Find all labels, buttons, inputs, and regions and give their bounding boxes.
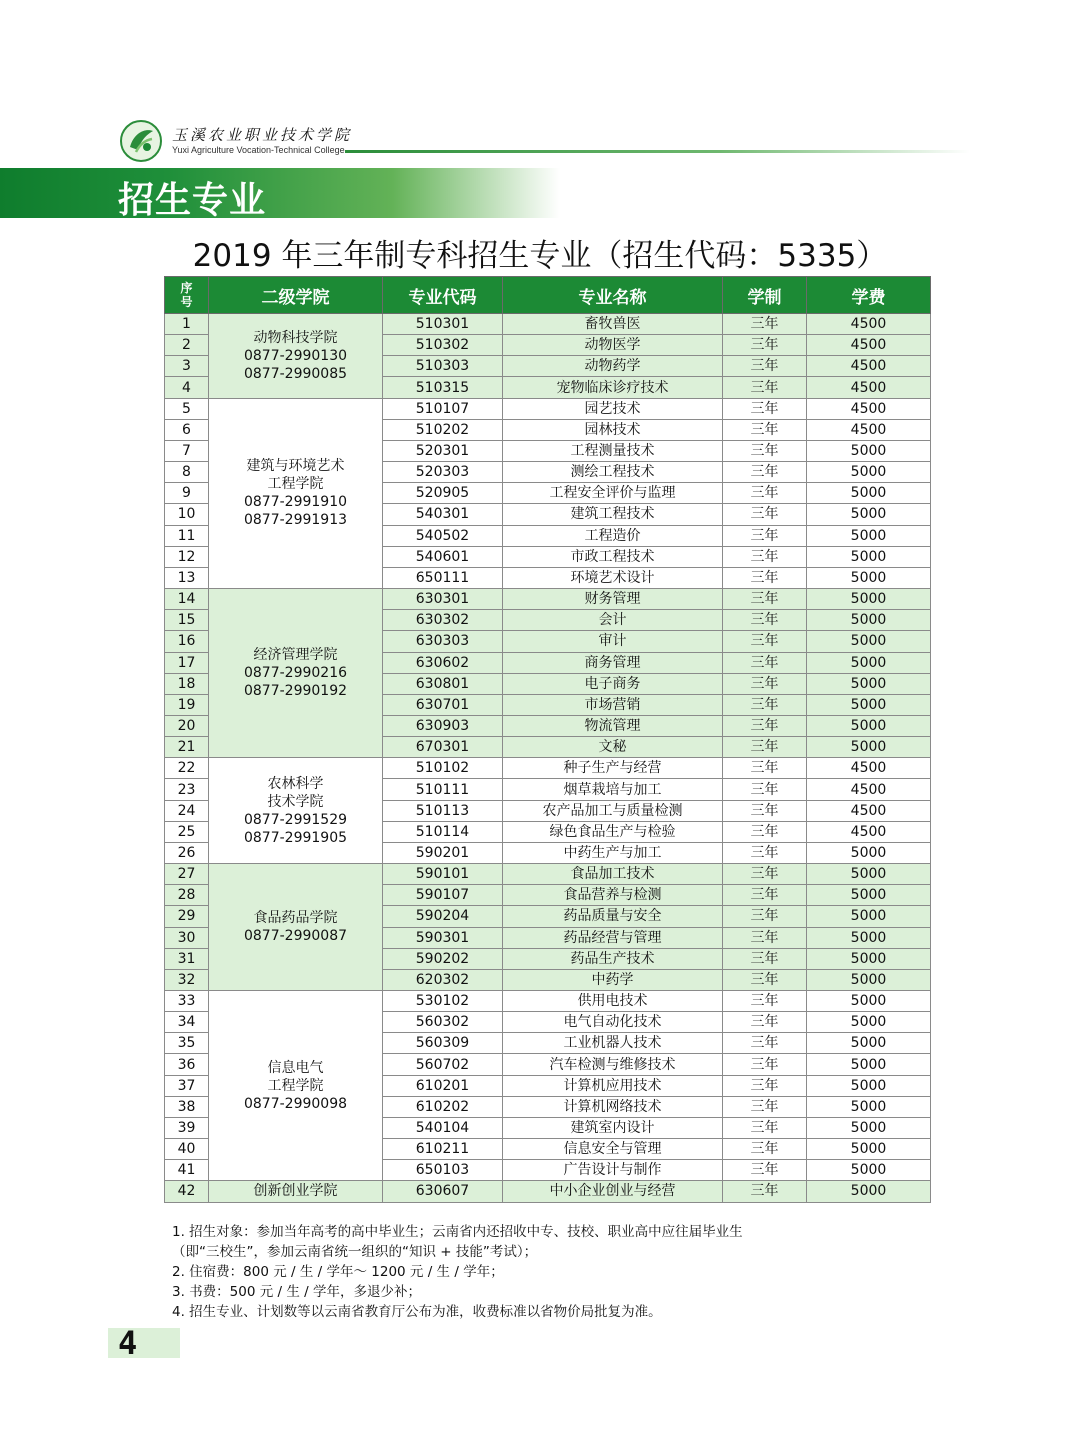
cell-major-name: 食品营养与检测 <box>503 885 723 906</box>
cell-major-name: 园艺技术 <box>503 398 723 419</box>
cell-major-code: 630302 <box>383 610 503 631</box>
cell-tuition: 5000 <box>807 483 931 504</box>
college-line: 0877-2991529 <box>243 811 348 828</box>
cell-tuition: 5000 <box>807 589 931 610</box>
cell-major-name: 审计 <box>503 631 723 652</box>
note-line: 1. 招生对象：参加当年高考的高中毕业生；云南省内还招收中专、技校、职业高中应往届毕业生 <box>172 1224 743 1240</box>
cell-major-name: 计算机网络技术 <box>503 1096 723 1117</box>
cell-seq: 26 <box>165 842 209 863</box>
college-line: 0877-2990130 <box>243 347 348 364</box>
cell-seq: 35 <box>165 1033 209 1054</box>
cell-seq: 33 <box>165 991 209 1012</box>
cell-major-name: 广告设计与制作 <box>503 1160 723 1181</box>
college-line: 0877-2990216 <box>243 665 348 682</box>
cell-seq: 11 <box>165 525 209 546</box>
cell-major-code: 560702 <box>383 1054 503 1075</box>
college-name-en: Yuxi Agriculture Vocation-Technical College <box>172 145 345 155</box>
college-line: 创新创业学院 <box>253 1183 338 1200</box>
cell-seq: 40 <box>165 1139 209 1160</box>
cell-major-code: 510107 <box>383 398 503 419</box>
cell-major-name: 工程造价 <box>503 525 723 546</box>
cell-duration: 三年 <box>723 991 807 1012</box>
cell-duration: 三年 <box>723 483 807 504</box>
section-banner <box>0 168 560 218</box>
table-row <box>165 314 931 335</box>
cell-seq: 27 <box>165 864 209 885</box>
cell-major-name: 供用电技术 <box>503 991 723 1012</box>
note-line: 4. 招生专业、计划数等以云南省教育厅公布为准，收费标准以省物价局批复为准。 <box>172 1304 662 1320</box>
cell-duration: 三年 <box>723 673 807 694</box>
cell-major-name: 宠物临床诊疗技术 <box>503 377 723 398</box>
cell-tuition: 5000 <box>807 631 931 652</box>
cell-major-code: 590101 <box>383 864 503 885</box>
cell-major-name: 农产品加工与质量检测 <box>503 800 723 821</box>
note-line: 2. 住宿费：800 元 / 生 / 学年～ 1200 元 / 生 / 学年； <box>172 1264 504 1280</box>
cell-college <box>209 864 383 991</box>
header-tuition: 学费 <box>807 277 931 314</box>
section-title: 招生专业 <box>118 180 267 221</box>
cell-major-code: 610201 <box>383 1075 503 1096</box>
cell-major-code: 520301 <box>383 440 503 461</box>
cell-tuition: 4500 <box>807 314 931 335</box>
cell-major-code: 540301 <box>383 504 503 525</box>
cell-duration: 三年 <box>723 419 807 440</box>
cell-major-code: 560302 <box>383 1012 503 1033</box>
cell-major-name: 市政工程技术 <box>503 546 723 567</box>
cell-tuition: 4500 <box>807 758 931 779</box>
cell-major-code: 510111 <box>383 779 503 800</box>
cell-major-code: 630701 <box>383 694 503 715</box>
header-college: 二级学院 <box>209 277 383 314</box>
cell-tuition: 4500 <box>807 419 931 440</box>
cell-duration: 三年 <box>723 356 807 377</box>
cell-major-code: 540104 <box>383 1117 503 1138</box>
cell-major-name: 电子商务 <box>503 673 723 694</box>
cell-major-name: 工业机器人技术 <box>503 1033 723 1054</box>
cell-seq: 23 <box>165 779 209 800</box>
cell-seq: 3 <box>165 356 209 377</box>
table-header-row <box>165 277 931 314</box>
cell-seq: 2 <box>165 335 209 356</box>
cell-major-name: 计算机应用技术 <box>503 1075 723 1096</box>
cell-duration: 三年 <box>723 1075 807 1096</box>
cell-duration: 三年 <box>723 821 807 842</box>
cell-duration: 三年 <box>723 715 807 736</box>
cell-major-code: 510302 <box>383 335 503 356</box>
header-major-name: 专业名称 <box>503 277 723 314</box>
cell-major-code: 630903 <box>383 715 503 736</box>
college-line: 农林科学 <box>267 775 324 792</box>
cell-seq: 8 <box>165 462 209 483</box>
cell-tuition: 5000 <box>807 652 931 673</box>
college-line: 技术学院 <box>267 793 324 810</box>
cell-duration: 三年 <box>723 525 807 546</box>
table-row <box>165 864 931 885</box>
cell-college <box>209 314 383 399</box>
cell-tuition: 5000 <box>807 525 931 546</box>
cell-major-code: 630602 <box>383 652 503 673</box>
cell-major-code: 650103 <box>383 1160 503 1181</box>
cell-tuition: 5000 <box>807 546 931 567</box>
cell-major-name: 中药学 <box>503 969 723 990</box>
cell-duration: 三年 <box>723 631 807 652</box>
note-line: （即“三校生”，参加云南省统一组织的“知识 + 技能”考试）； <box>172 1244 538 1260</box>
cell-tuition: 5000 <box>807 842 931 863</box>
cell-major-code: 630607 <box>383 1181 503 1202</box>
cell-tuition: 5000 <box>807 906 931 927</box>
cell-major-code: 510102 <box>383 758 503 779</box>
cell-major-name: 中药生产与加工 <box>503 842 723 863</box>
cell-duration: 三年 <box>723 610 807 631</box>
cell-major-code: 630801 <box>383 673 503 694</box>
cell-major-code: 540502 <box>383 525 503 546</box>
cell-duration: 三年 <box>723 335 807 356</box>
cell-major-name: 种子生产与经营 <box>503 758 723 779</box>
college-line: 0877-2990085 <box>243 365 348 382</box>
cell-seq: 17 <box>165 652 209 673</box>
cell-major-name: 会计 <box>503 610 723 631</box>
page-number: 4 <box>118 1324 138 1362</box>
cell-major-code: 560309 <box>383 1033 503 1054</box>
cell-tuition: 5000 <box>807 504 931 525</box>
cell-seq: 24 <box>165 800 209 821</box>
cell-major-code: 670301 <box>383 737 503 758</box>
cell-tuition: 5000 <box>807 715 931 736</box>
cell-duration: 三年 <box>723 314 807 335</box>
cell-major-name: 文秘 <box>503 737 723 758</box>
cell-seq: 5 <box>165 398 209 419</box>
college-line: 工程学院 <box>267 1077 324 1094</box>
college-line: 0877-2990087 <box>243 928 348 945</box>
cell-major-code: 540601 <box>383 546 503 567</box>
cell-tuition: 5000 <box>807 694 931 715</box>
cell-tuition: 5000 <box>807 1096 931 1117</box>
college-line: 0877-2991913 <box>243 512 348 529</box>
cell-major-code: 630301 <box>383 589 503 610</box>
college-logo-icon <box>120 120 162 162</box>
cell-duration: 三年 <box>723 1160 807 1181</box>
table-row <box>165 589 931 610</box>
cell-duration: 三年 <box>723 440 807 461</box>
cell-major-name: 商务管理 <box>503 652 723 673</box>
cell-duration: 三年 <box>723 737 807 758</box>
college-line: 0877-2990192 <box>243 683 348 700</box>
cell-major-name: 畜牧兽医 <box>503 314 723 335</box>
cell-tuition: 4500 <box>807 398 931 419</box>
cell-seq: 36 <box>165 1054 209 1075</box>
cell-seq: 42 <box>165 1181 209 1202</box>
college-line: 0877-2991905 <box>243 829 348 846</box>
college-line: 0877-2990098 <box>243 1095 348 1112</box>
notes <box>172 1222 932 1322</box>
cell-tuition: 5000 <box>807 1139 931 1160</box>
table-row <box>165 398 931 419</box>
college-name-cn: 玉溪农业职业技术学院 <box>172 126 353 144</box>
cell-major-name: 园林技术 <box>503 419 723 440</box>
cell-seq: 41 <box>165 1160 209 1181</box>
cell-major-code: 630303 <box>383 631 503 652</box>
table-body <box>165 314 931 1203</box>
cell-tuition: 5000 <box>807 440 931 461</box>
cell-tuition: 4500 <box>807 335 931 356</box>
cell-major-name: 食品加工技术 <box>503 864 723 885</box>
cell-major-code: 610202 <box>383 1096 503 1117</box>
cell-duration: 三年 <box>723 1054 807 1075</box>
cell-major-name: 建筑室内设计 <box>503 1117 723 1138</box>
college-line: 工程学院 <box>267 476 324 493</box>
cell-tuition: 5000 <box>807 991 931 1012</box>
cell-seq: 29 <box>165 906 209 927</box>
cell-tuition: 5000 <box>807 462 931 483</box>
cell-duration: 三年 <box>723 779 807 800</box>
header-major-code: 专业代码 <box>383 277 503 314</box>
cell-tuition: 5000 <box>807 1075 931 1096</box>
cell-tuition: 4500 <box>807 779 931 800</box>
table-row <box>165 991 931 1012</box>
cell-tuition: 4500 <box>807 377 931 398</box>
cell-major-code: 620302 <box>383 969 503 990</box>
cell-major-name: 财务管理 <box>503 589 723 610</box>
college-line: 0877-2991910 <box>243 494 348 511</box>
cell-seq: 21 <box>165 737 209 758</box>
header-divider <box>345 150 970 153</box>
cell-tuition: 4500 <box>807 356 931 377</box>
cell-major-name: 工程安全评价与监理 <box>503 483 723 504</box>
cell-duration: 三年 <box>723 652 807 673</box>
cell-major-code: 590202 <box>383 948 503 969</box>
cell-major-code: 520905 <box>383 483 503 504</box>
cell-major-name: 药品质量与安全 <box>503 906 723 927</box>
cell-major-code: 590201 <box>383 842 503 863</box>
cell-major-code: 510303 <box>383 356 503 377</box>
cell-duration: 三年 <box>723 1096 807 1117</box>
cell-duration: 三年 <box>723 906 807 927</box>
cell-tuition: 5000 <box>807 1160 931 1181</box>
cell-duration: 三年 <box>723 398 807 419</box>
header-duration: 学制 <box>723 277 807 314</box>
cell-duration: 三年 <box>723 758 807 779</box>
cell-duration: 三年 <box>723 504 807 525</box>
cell-major-code: 510114 <box>383 821 503 842</box>
cell-major-name: 工程测量技术 <box>503 440 723 461</box>
cell-duration: 三年 <box>723 927 807 948</box>
cell-tuition: 5000 <box>807 969 931 990</box>
cell-duration: 三年 <box>723 377 807 398</box>
cell-major-code: 590301 <box>383 927 503 948</box>
cell-college <box>209 589 383 758</box>
header-seq: 序 号 <box>165 277 209 314</box>
cell-major-code: 530102 <box>383 991 503 1012</box>
cell-tuition: 5000 <box>807 737 931 758</box>
cell-seq: 20 <box>165 715 209 736</box>
cell-seq: 39 <box>165 1117 209 1138</box>
cell-major-name: 动物医学 <box>503 335 723 356</box>
cell-seq: 32 <box>165 969 209 990</box>
cell-seq: 1 <box>165 314 209 335</box>
cell-major-code: 520303 <box>383 462 503 483</box>
cell-tuition: 5000 <box>807 1054 931 1075</box>
cell-seq: 10 <box>165 504 209 525</box>
cell-tuition: 5000 <box>807 567 931 588</box>
cell-college <box>209 398 383 588</box>
college-line: 动物科技学院 <box>253 329 338 346</box>
cell-major-code: 590204 <box>383 906 503 927</box>
college-line: 经济管理学院 <box>253 647 338 664</box>
cell-major-code: 510301 <box>383 314 503 335</box>
cell-seq: 31 <box>165 948 209 969</box>
cell-duration: 三年 <box>723 1139 807 1160</box>
cell-tuition: 5000 <box>807 864 931 885</box>
cell-major-name: 中小企业创业与经营 <box>503 1181 723 1202</box>
cell-duration: 三年 <box>723 969 807 990</box>
cell-college <box>209 1181 383 1202</box>
cell-seq: 25 <box>165 821 209 842</box>
cell-major-name: 绿色食品生产与检验 <box>503 821 723 842</box>
cell-seq: 16 <box>165 631 209 652</box>
cell-major-name: 市场营销 <box>503 694 723 715</box>
cell-seq: 6 <box>165 419 209 440</box>
cell-major-code: 510202 <box>383 419 503 440</box>
cell-tuition: 5000 <box>807 673 931 694</box>
cell-seq: 9 <box>165 483 209 504</box>
cell-seq: 18 <box>165 673 209 694</box>
college-line: 食品药品学院 <box>253 910 338 927</box>
cell-seq: 19 <box>165 694 209 715</box>
cell-duration: 三年 <box>723 842 807 863</box>
cell-tuition: 4500 <box>807 821 931 842</box>
cell-duration: 三年 <box>723 589 807 610</box>
cell-major-code: 590107 <box>383 885 503 906</box>
cell-seq: 13 <box>165 567 209 588</box>
cell-major-name: 测绘工程技术 <box>503 462 723 483</box>
cell-college <box>209 991 383 1181</box>
cell-major-name: 药品生产技术 <box>503 948 723 969</box>
cell-seq: 30 <box>165 927 209 948</box>
majors-table <box>164 276 931 1203</box>
cell-college <box>209 758 383 864</box>
college-line: 信息电气 <box>267 1059 324 1076</box>
cell-seq: 7 <box>165 440 209 461</box>
cell-duration: 三年 <box>723 864 807 885</box>
cell-duration: 三年 <box>723 1117 807 1138</box>
cell-major-code: 650111 <box>383 567 503 588</box>
cell-duration: 三年 <box>723 462 807 483</box>
cell-major-name: 电气自动化技术 <box>503 1012 723 1033</box>
cell-tuition: 5000 <box>807 1181 931 1202</box>
cell-duration: 三年 <box>723 1033 807 1054</box>
cell-duration: 三年 <box>723 800 807 821</box>
cell-seq: 4 <box>165 377 209 398</box>
cell-seq: 14 <box>165 589 209 610</box>
cell-tuition: 4500 <box>807 800 931 821</box>
cell-major-name: 动物药学 <box>503 356 723 377</box>
cell-major-code: 610211 <box>383 1139 503 1160</box>
cell-duration: 三年 <box>723 694 807 715</box>
cell-duration: 三年 <box>723 1181 807 1202</box>
cell-seq: 12 <box>165 546 209 567</box>
cell-seq: 28 <box>165 885 209 906</box>
cell-duration: 三年 <box>723 567 807 588</box>
cell-major-name: 药品经营与管理 <box>503 927 723 948</box>
cell-seq: 34 <box>165 1012 209 1033</box>
cell-tuition: 5000 <box>807 927 931 948</box>
table-row <box>165 758 931 779</box>
cell-major-name: 环境艺术设计 <box>503 567 723 588</box>
cell-seq: 22 <box>165 758 209 779</box>
cell-major-name: 烟草栽培与加工 <box>503 779 723 800</box>
cell-major-code: 510315 <box>383 377 503 398</box>
cell-duration: 三年 <box>723 546 807 567</box>
cell-tuition: 5000 <box>807 948 931 969</box>
cell-major-name: 汽车检测与维修技术 <box>503 1054 723 1075</box>
cell-major-name: 建筑工程技术 <box>503 504 723 525</box>
table-row <box>165 1181 931 1202</box>
cell-seq: 15 <box>165 610 209 631</box>
cell-tuition: 5000 <box>807 610 931 631</box>
cell-tuition: 5000 <box>807 1033 931 1054</box>
cell-duration: 三年 <box>723 948 807 969</box>
cell-tuition: 5000 <box>807 885 931 906</box>
note-line: 3. 书费：500 元 / 生 / 学年，多退少补； <box>172 1284 421 1300</box>
cell-major-name: 物流管理 <box>503 715 723 736</box>
cell-tuition: 5000 <box>807 1117 931 1138</box>
cell-duration: 三年 <box>723 1012 807 1033</box>
cell-seq: 37 <box>165 1075 209 1096</box>
page-title: 2019 年三年制专科招生专业（招生代码：5335） <box>192 238 888 274</box>
cell-seq: 38 <box>165 1096 209 1117</box>
cell-duration: 三年 <box>723 885 807 906</box>
college-line: 建筑与环境艺术 <box>246 458 345 475</box>
cell-major-name: 信息安全与管理 <box>503 1139 723 1160</box>
cell-tuition: 5000 <box>807 1012 931 1033</box>
cell-major-code: 510113 <box>383 800 503 821</box>
